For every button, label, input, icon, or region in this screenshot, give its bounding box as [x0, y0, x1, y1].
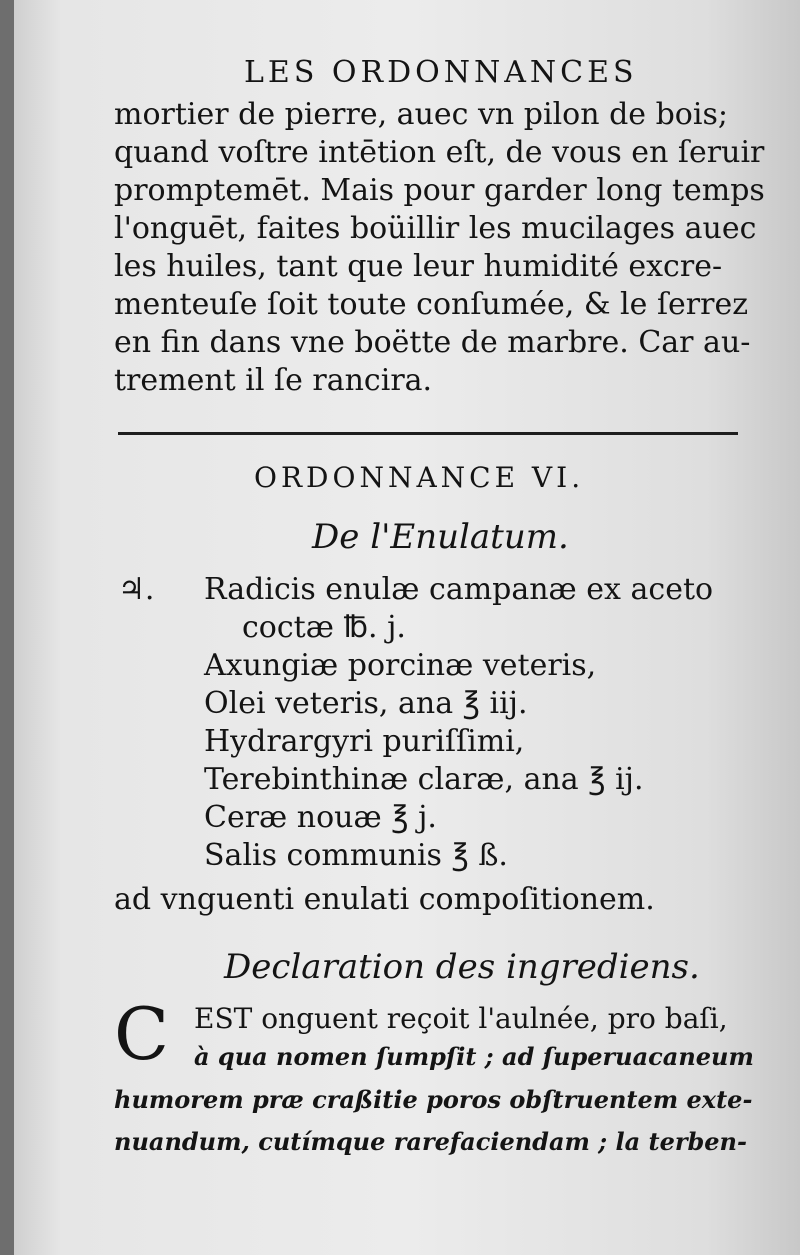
body-line-7: en fin dans vne boëtte de marbre. Car au- — [114, 325, 751, 360]
body-line-5: les huiles, tant que leur humidité excre- — [114, 249, 723, 284]
recipe-line-2: coctæ ℔. j. — [242, 610, 406, 645]
recipe-symbol: ♃. — [118, 572, 155, 607]
recipe-line-6: Terebinthinæ claræ, ana ℥ ij. — [204, 762, 644, 797]
recipe-line-4: Olei veteris, ana ℥ iij. — [204, 686, 528, 721]
declaration-title: Declaration des ingrediens. — [224, 947, 700, 987]
ordonnance-title: ORDONNANCE VI. — [254, 461, 585, 494]
final-line-3: humorem præ craßitie poros obſtruentem exte- — [114, 1085, 753, 1114]
final-line-1: EST onguent reçoit l'aulnée, pro baſi, — [194, 1002, 728, 1035]
recipe-line-1: Radicis enulæ campanæ ex aceto — [204, 572, 714, 607]
book-page — [14, 0, 800, 1255]
body-line-6: menteuſe ſoit toute conſumée, & le ſerrez — [114, 287, 749, 322]
ordonnance-subtitle: De l'Enulatum. — [312, 517, 569, 557]
body-line-3: promptemēt. Mais pour garder long temps — [114, 173, 765, 208]
final-line-2: à qua nomen ſumpſit ; ad ſuperuacaneum — [194, 1042, 754, 1071]
recipe-line-5: Hydrargyri puriſſimi, — [204, 724, 525, 759]
drop-cap: C — [114, 992, 170, 1076]
body-line-2: quand voſtre intētion eſt, de vous en ſeruir — [114, 135, 765, 170]
body-line-8: trement il ſe rancira. — [114, 363, 433, 398]
final-line-4: nuandum, cutímque rarefaciendam ; la terben- — [114, 1127, 747, 1156]
section-divider — [118, 432, 738, 435]
body-line-4: l'onguēt, faites boüillir les mucilages auec — [114, 211, 757, 246]
body-line-1: mortier de pierre, auec vn pilon de bois; — [114, 97, 728, 132]
running-header: LES ORDONNANCES — [244, 55, 638, 90]
recipe-line-8: Salis communis ℥ ß. — [204, 838, 508, 873]
recipe-line-9: ad vnguenti enulati compoſitionem. — [114, 882, 655, 917]
recipe-line-7: Ceræ nouæ ℥ j. — [204, 800, 437, 835]
recipe-line-3: Axungiæ porcinæ veteris, — [204, 648, 597, 683]
